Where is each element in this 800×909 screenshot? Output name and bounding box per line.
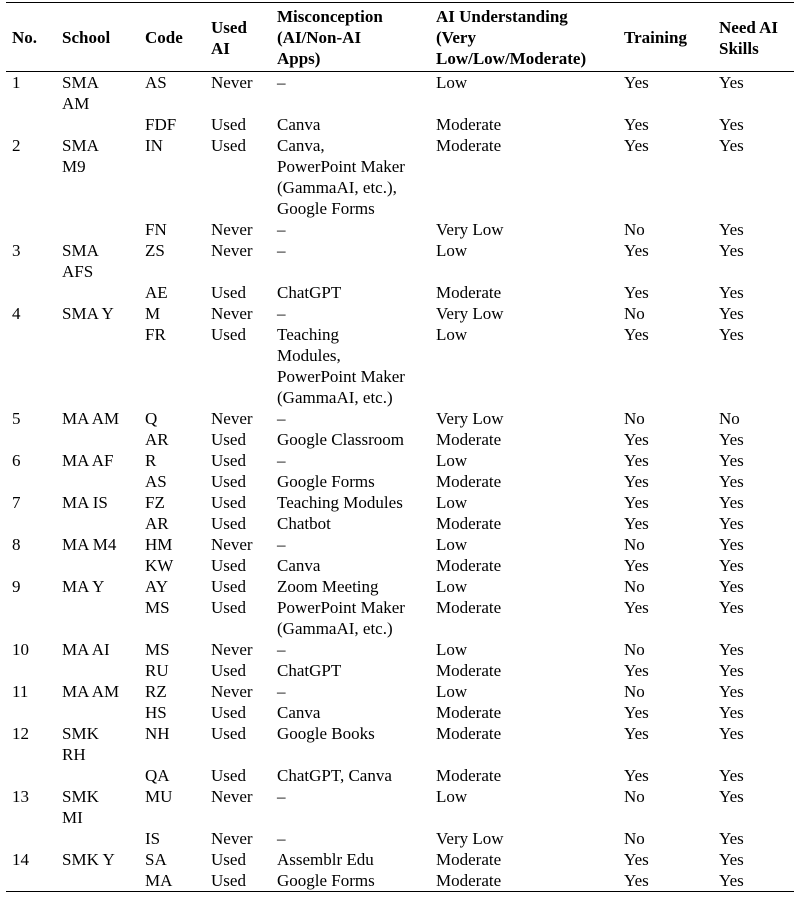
cell-ai-understanding: Low [436, 535, 468, 554]
table-row [6, 114, 794, 135]
cell-no [6, 324, 56, 408]
cell-used-ai: Used [211, 766, 246, 785]
cell-training: No [624, 535, 645, 554]
cell-misconception: – [277, 682, 286, 701]
cell-used-ai: Never [211, 73, 253, 92]
cell-misconception: Zoom Meeting [277, 577, 379, 596]
cell-training: Yes [624, 451, 649, 470]
cell-used-ai: Used [211, 430, 246, 449]
table-row [6, 786, 794, 828]
cell-no: 2 [12, 136, 21, 155]
cell-need-ai-skills: Yes [719, 871, 744, 890]
cell-training: Yes [624, 430, 649, 449]
table-row [6, 303, 794, 324]
cell-school: MA IS [62, 493, 108, 512]
cell-misconception: Google Books [277, 724, 375, 743]
cell-used-ai: Used [211, 577, 246, 596]
cell-code: MS [145, 598, 170, 617]
cell-training: Yes [624, 325, 649, 344]
cell-no [6, 429, 56, 450]
cell-used-ai: Used [211, 514, 246, 533]
table-row [6, 471, 794, 492]
cell-code: MA [145, 871, 173, 890]
cell-code: IN [145, 136, 163, 155]
cell-code: MU [145, 787, 173, 806]
cell-ai-understanding: Moderate [436, 115, 502, 134]
cell-no: 10 [12, 640, 29, 659]
cell-need-ai-skills: Yes [719, 703, 744, 722]
cell-school: MA AM [62, 409, 120, 428]
cell-no [6, 660, 56, 681]
cell-ai-understanding: Very Low [436, 409, 504, 428]
cell-training: No [624, 409, 645, 428]
cell-school [56, 429, 139, 450]
table-row [6, 870, 794, 892]
cell-misconception: ChatGPT, Canva [277, 766, 392, 785]
cell-code: AS [145, 73, 167, 92]
table-row [6, 450, 794, 471]
cell-misconception: Canva, PowerPoint Maker (GammaAI, etc.), Google Forms [277, 136, 405, 218]
cell-misconception: Assemblr Edu [277, 850, 374, 869]
cell-training: Yes [624, 850, 649, 869]
cell-code: HS [145, 703, 167, 722]
cell-school [56, 660, 139, 681]
cell-school: MA Y [62, 577, 105, 596]
cell-used-ai: Never [211, 787, 253, 806]
cell-school [56, 114, 139, 135]
cell-misconception: Canva [277, 115, 321, 134]
table-row [6, 681, 794, 702]
header-training: Training [624, 28, 687, 47]
table-row [6, 597, 794, 639]
cell-ai-understanding: Very Low [436, 304, 504, 323]
cell-need-ai-skills: Yes [719, 304, 744, 323]
cell-no: 11 [12, 682, 29, 701]
cell-school: MA AF [62, 451, 114, 470]
cell-code: IS [145, 829, 161, 848]
cell-misconception: Canva [277, 556, 321, 575]
table-row [6, 72, 794, 115]
cell-school [56, 555, 139, 576]
table-row [6, 765, 794, 786]
cell-need-ai-skills: Yes [719, 73, 744, 92]
cell-no: 4 [12, 304, 21, 323]
header-no: No. [12, 28, 38, 47]
cell-ai-understanding: Very Low [436, 829, 504, 848]
cell-used-ai: Used [211, 325, 246, 344]
cell-need-ai-skills: Yes [719, 766, 744, 785]
cell-code: Q [145, 409, 158, 428]
cell-code: AR [145, 514, 169, 533]
cell-training: Yes [624, 472, 649, 491]
cell-need-ai-skills: Yes [719, 325, 744, 344]
cell-school [56, 324, 139, 408]
table-row [6, 240, 794, 282]
cell-ai-understanding: Moderate [436, 556, 502, 575]
cell-school: SMA M9 [62, 136, 99, 176]
cell-school: MA AI [62, 640, 110, 659]
cell-school [56, 828, 139, 849]
header-need-ai-skills: Need AI Skills [719, 17, 779, 58]
cell-need-ai-skills: Yes [719, 472, 744, 491]
cell-misconception: – [277, 640, 286, 659]
cell-used-ai: Used [211, 598, 246, 617]
cell-code: QA [145, 766, 170, 785]
cell-school: SMK RH [62, 724, 99, 764]
cell-training: Yes [624, 241, 649, 260]
cell-ai-understanding: Moderate [436, 871, 502, 890]
cell-code: AY [145, 577, 168, 596]
cell-school: SMA AM [62, 73, 99, 113]
cell-school: SMK MI [62, 787, 99, 827]
cell-ai-understanding: Moderate [436, 703, 502, 722]
cell-used-ai: Used [211, 115, 246, 134]
cell-no [6, 828, 56, 849]
cell-ai-understanding: Low [436, 493, 468, 512]
table-row [6, 828, 794, 849]
cell-misconception: – [277, 73, 286, 92]
cell-need-ai-skills: Yes [719, 451, 744, 470]
cell-training: No [624, 577, 645, 596]
cell-need-ai-skills: Yes [719, 556, 744, 575]
cell-training: Yes [624, 724, 649, 743]
cell-need-ai-skills: Yes [719, 598, 744, 617]
cell-training: Yes [624, 871, 649, 890]
cell-ai-understanding: Moderate [436, 850, 502, 869]
cell-code: FN [145, 220, 167, 239]
cell-ai-understanding: Moderate [436, 283, 502, 302]
cell-misconception: ChatGPT [277, 283, 342, 302]
cell-need-ai-skills: Yes [719, 724, 744, 743]
table-header [6, 3, 794, 72]
cell-used-ai: Used [211, 661, 246, 680]
cell-code: ZS [145, 241, 165, 260]
cell-training: No [624, 829, 645, 848]
cell-need-ai-skills: Yes [719, 136, 744, 155]
cell-need-ai-skills: Yes [719, 577, 744, 596]
cell-training: Yes [624, 514, 649, 533]
cell-need-ai-skills: Yes [719, 493, 744, 512]
cell-misconception: Google Forms [277, 472, 375, 491]
table-row [6, 429, 794, 450]
cell-used-ai: Used [211, 472, 246, 491]
cell-no [6, 597, 56, 639]
cell-no: 1 [12, 73, 21, 92]
table-row [6, 219, 794, 240]
cell-misconception: – [277, 535, 286, 554]
cell-training: Yes [624, 283, 649, 302]
cell-no [6, 282, 56, 303]
cell-school [56, 282, 139, 303]
cell-code: FR [145, 325, 166, 344]
cell-need-ai-skills: Yes [719, 535, 744, 554]
header-used-ai: Used AI [211, 17, 247, 58]
cell-misconception: PowerPoint Maker (GammaAI, etc.) [277, 598, 405, 638]
cell-used-ai: Never [211, 682, 253, 701]
cell-misconception: Teaching Modules [277, 493, 403, 512]
cell-ai-understanding: Low [436, 325, 468, 344]
cell-training: Yes [624, 598, 649, 617]
cell-code: KW [145, 556, 174, 575]
cell-ai-understanding: Low [436, 787, 468, 806]
cell-no [6, 219, 56, 240]
cell-school [56, 765, 139, 786]
cell-ai-understanding: Moderate [436, 514, 502, 533]
table-row [6, 576, 794, 597]
cell-code: MS [145, 640, 170, 659]
cell-misconception: – [277, 451, 286, 470]
cell-training: Yes [624, 556, 649, 575]
cell-need-ai-skills: Yes [719, 829, 744, 848]
cell-code: AR [145, 430, 169, 449]
cell-code: M [145, 304, 161, 323]
cell-no [6, 870, 56, 892]
table-row [6, 849, 794, 870]
cell-misconception: – [277, 829, 286, 848]
cell-training: Yes [624, 136, 649, 155]
cell-no [6, 114, 56, 135]
cell-school [56, 471, 139, 492]
cell-code: FZ [145, 493, 165, 512]
table-row [6, 660, 794, 681]
cell-used-ai: Used [211, 871, 246, 890]
cell-need-ai-skills: Yes [719, 241, 744, 260]
cell-school [56, 597, 139, 639]
cell-misconception: ChatGPT [277, 661, 342, 680]
cell-ai-understanding: Low [436, 241, 468, 260]
cell-used-ai: Used [211, 283, 246, 302]
cell-used-ai: Never [211, 409, 253, 428]
cell-no: 12 [12, 724, 29, 743]
cell-training: No [624, 640, 645, 659]
cell-no [6, 765, 56, 786]
header-code: Code [145, 28, 183, 47]
cell-code: AE [145, 283, 168, 302]
cell-training: Yes [624, 703, 649, 722]
cell-training: Yes [624, 115, 649, 134]
header-row [6, 3, 794, 72]
cell-misconception: – [277, 787, 286, 806]
cell-code: HM [145, 535, 173, 554]
cell-misconception: Chatbot [277, 514, 331, 533]
cell-misconception: Teaching Modules, PowerPoint Maker (GammaAI, etc.) [277, 325, 405, 407]
cell-misconception: Google Classroom [277, 430, 405, 449]
cell-used-ai: Never [211, 220, 253, 239]
cell-ai-understanding: Moderate [436, 472, 502, 491]
table-row [6, 723, 794, 765]
cell-ai-understanding: Moderate [436, 598, 502, 617]
cell-used-ai: Never [211, 241, 253, 260]
cell-ai-understanding: Moderate [436, 766, 502, 785]
table-row [6, 513, 794, 534]
cell-training: No [624, 787, 645, 806]
cell-no: 9 [12, 577, 21, 596]
table-row [6, 492, 794, 513]
cell-need-ai-skills: Yes [719, 115, 744, 134]
cell-no [6, 702, 56, 723]
cell-used-ai: Used [211, 493, 246, 512]
cell-school [56, 702, 139, 723]
cell-code: RZ [145, 682, 167, 701]
cell-code: FDF [145, 115, 177, 134]
cell-no [6, 555, 56, 576]
cell-misconception: Canva [277, 703, 321, 722]
cell-code: SA [145, 850, 167, 869]
cell-no [6, 513, 56, 534]
cell-no: 13 [12, 787, 29, 806]
cell-school: MA AM [62, 682, 120, 701]
table-row [6, 639, 794, 660]
cell-ai-understanding: Low [436, 682, 468, 701]
cell-school [56, 513, 139, 534]
cell-ai-understanding: Moderate [436, 136, 502, 155]
cell-training: Yes [624, 493, 649, 512]
cell-used-ai: Used [211, 136, 246, 155]
cell-code: AS [145, 472, 167, 491]
cell-ai-understanding: Low [436, 640, 468, 659]
cell-code: RU [145, 661, 169, 680]
cell-need-ai-skills: No [719, 409, 740, 428]
cell-code: NH [145, 724, 170, 743]
cell-no [6, 471, 56, 492]
cell-need-ai-skills: Yes [719, 430, 744, 449]
table-body [6, 72, 794, 892]
cell-school: SMA Y [62, 304, 114, 323]
cell-code: R [145, 451, 157, 470]
cell-no: 5 [12, 409, 21, 428]
cell-misconception: – [277, 220, 286, 239]
cell-need-ai-skills: Yes [719, 220, 744, 239]
cell-need-ai-skills: Yes [719, 283, 744, 302]
cell-need-ai-skills: Yes [719, 640, 744, 659]
cell-misconception: – [277, 409, 286, 428]
cell-need-ai-skills: Yes [719, 514, 744, 533]
table-row [6, 555, 794, 576]
table-row [6, 135, 794, 219]
header-misconception: Misconception (AI/Non-AI Apps) [277, 7, 383, 68]
teacher-ai-survey-table [6, 2, 794, 892]
cell-used-ai: Used [211, 703, 246, 722]
cell-used-ai: Never [211, 304, 253, 323]
cell-used-ai: Never [211, 640, 253, 659]
cell-ai-understanding: Moderate [436, 724, 502, 743]
cell-ai-understanding: Moderate [436, 430, 502, 449]
cell-used-ai: Used [211, 451, 246, 470]
cell-school [56, 870, 139, 892]
cell-no: 14 [12, 850, 29, 869]
cell-misconception: Google Forms [277, 871, 375, 890]
cell-training: No [624, 682, 645, 701]
cell-training: Yes [624, 73, 649, 92]
cell-need-ai-skills: Yes [719, 850, 744, 869]
cell-need-ai-skills: Yes [719, 661, 744, 680]
table-row [6, 282, 794, 303]
cell-training: Yes [624, 766, 649, 785]
cell-used-ai: Used [211, 556, 246, 575]
header-ai-understanding: AI Understanding (Very Low/Low/Moderate) [436, 7, 587, 68]
cell-no: 8 [12, 535, 21, 554]
cell-school: SMK Y [62, 850, 115, 869]
cell-need-ai-skills: Yes [719, 787, 744, 806]
cell-no: 3 [12, 241, 21, 260]
cell-used-ai: Used [211, 724, 246, 743]
cell-no: 7 [12, 493, 21, 512]
cell-misconception: – [277, 304, 286, 323]
cell-training: Yes [624, 661, 649, 680]
cell-used-ai: Never [211, 535, 253, 554]
cell-ai-understanding: Very Low [436, 220, 504, 239]
table-row [6, 324, 794, 408]
table-row [6, 702, 794, 723]
cell-ai-understanding: Low [436, 577, 468, 596]
cell-no: 6 [12, 451, 21, 470]
cell-school: SMA AFS [62, 241, 99, 281]
cell-ai-understanding: Moderate [436, 661, 502, 680]
cell-misconception: – [277, 241, 286, 260]
table-row [6, 408, 794, 429]
cell-used-ai: Never [211, 829, 253, 848]
cell-training: No [624, 304, 645, 323]
cell-used-ai: Used [211, 850, 246, 869]
cell-school [56, 219, 139, 240]
table-row [6, 534, 794, 555]
cell-ai-understanding: Low [436, 73, 468, 92]
header-school: School [62, 28, 111, 47]
cell-school: MA M4 [62, 535, 117, 554]
cell-need-ai-skills: Yes [719, 682, 744, 701]
cell-ai-understanding: Low [436, 451, 468, 470]
cell-training: No [624, 220, 645, 239]
